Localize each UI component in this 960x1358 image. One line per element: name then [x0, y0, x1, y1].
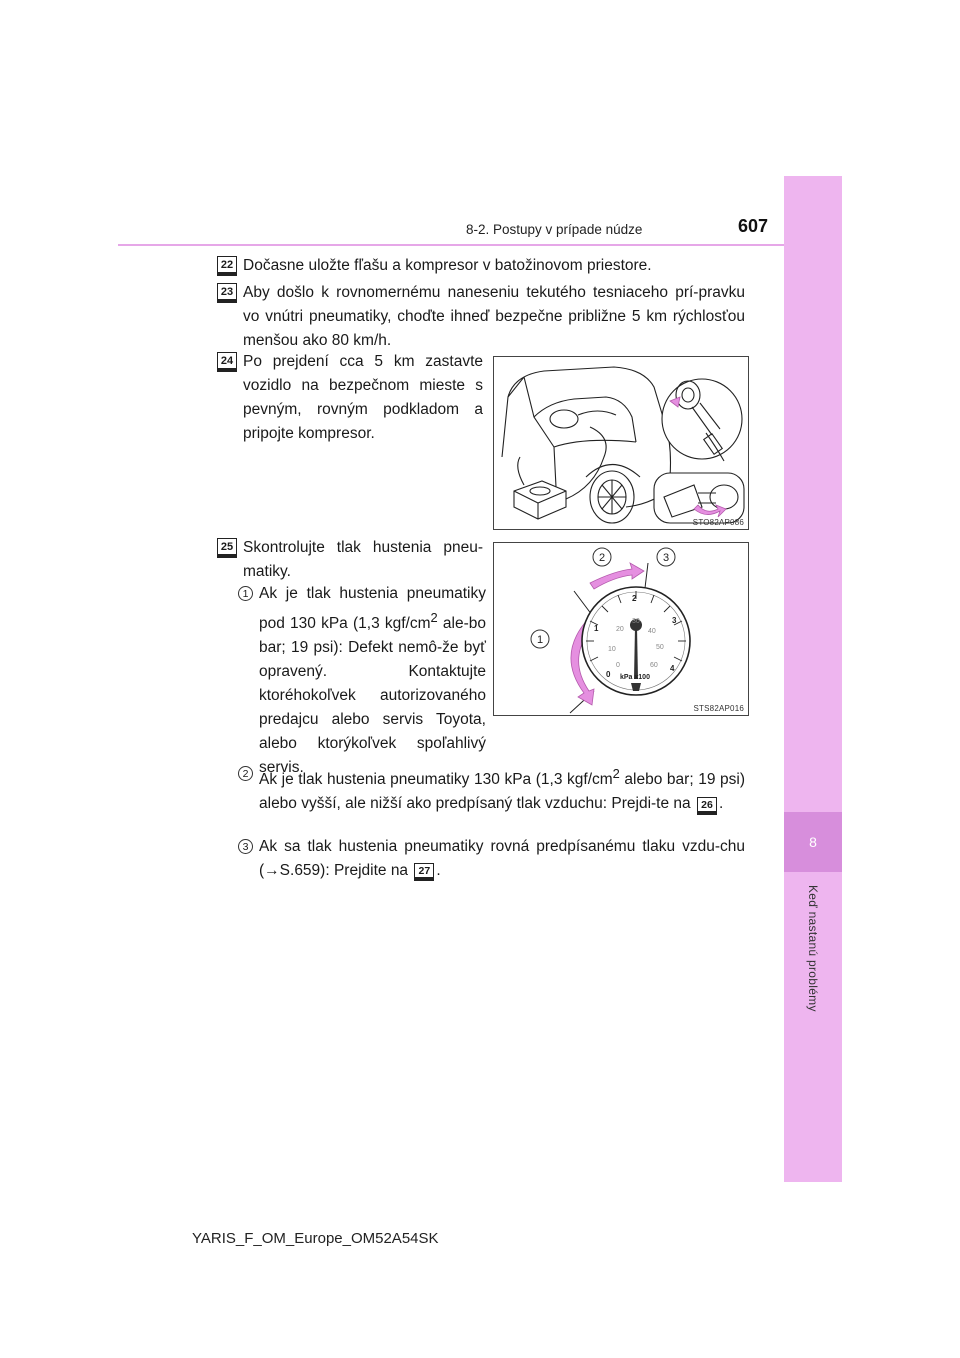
gauge-inner-label-40: 40 — [648, 628, 656, 635]
chapter-number-tab[interactable] — [784, 812, 842, 872]
gauge-outer-label-4: 4 — [670, 664, 675, 673]
substep-text-3: Ak sa tlak hustenia pneumatiky rovná predpísanému tlaku vzdu-chu (→S.659): Prejdite na 27 . — [259, 838, 745, 879]
gauge-inner-label-30: 30 — [632, 618, 640, 625]
substep-text-1: Ak je tlak hustenia pneumatiky pod 130 kPa (1,3 kgf/$cm^2$ ale-bo bar; 19 psi): Defekt nemô-že byť opravený. Kontaktujte ktoréhokoľvek autorizovaného predajcu alebo servis Toyota, alebo ktorýkoľvek spoľahlivý servis. — [259, 585, 486, 777]
step-number-23: 23 — [217, 283, 237, 300]
gauge-illustration — [494, 543, 748, 715]
substep-number-2: 2 — [238, 766, 253, 781]
header-rule — [118, 244, 784, 246]
substep-number-3: 3 — [238, 839, 253, 854]
gauge-inner-label-0: 0 — [616, 662, 620, 669]
gauge-outer-label-2: 2 — [632, 594, 637, 603]
substep-text-2: Ak je tlak hustenia pneumatiky 130 kPa (1,3 kgf/$cm^2$ alebo bar; 19 psi) alebo vyšší, ale nižší ako predpísaný tlak vzduchu: Prejdi-te na 26 . — [259, 766, 746, 813]
gauge-outer-label-1: 1 — [594, 624, 599, 633]
step-number-22: 22 — [217, 256, 237, 273]
step-number-24: 24 — [217, 352, 237, 369]
gauge-inner-label-10: 10 — [608, 646, 616, 653]
car-illustration — [494, 357, 748, 529]
step-text-23: Aby došlo k rovnomernému naneseniu tekutého tesniaceho prí-pravku vo vnútri pneumatiky, choďte ihneď bezpečne približne 5 km rýchlosťou menšou ako 80 km/h. — [243, 284, 745, 349]
gauge-inner-label-20: 20 — [616, 626, 624, 633]
chapter-number: 8 — [809, 834, 817, 850]
step-text-24: Po prejdení cca 5 km zastavte vozidlo na bezpečnom mieste s pevným, rovným podkladom a pripojte kompresor. — [243, 353, 483, 442]
goto-step-26[interactable]: 26 — [697, 797, 717, 812]
section-title: 8-2. Postupy v prípade núdze — [466, 222, 643, 237]
gauge-inner-label-50: 50 — [656, 644, 664, 651]
gauge-callout-3: 3 — [662, 552, 670, 564]
page-number: 607 — [738, 216, 769, 236]
figure-code-gauge: STS82AP016 — [693, 704, 744, 713]
chapter-title-tab — [784, 885, 842, 1085]
gauge-outer-label-0: 0 — [606, 670, 611, 679]
gauge-callout-2: 2 — [598, 552, 606, 564]
gauge-callout-1: 1 — [536, 634, 544, 646]
substep-number-1: 1 — [238, 586, 253, 601]
step-text-25: Skontrolujte tlak hustenia pneu-matiky. — [243, 539, 483, 580]
arrow-icon: → — [264, 862, 280, 879]
figure-pressure-gauge — [493, 542, 749, 716]
figure-code-car: STO82AP086 — [692, 518, 744, 527]
figure-car-compressor — [493, 356, 749, 530]
gauge-outer-label-3: 3 — [672, 616, 677, 625]
chapter-title: Keď nastanú problémy — [806, 885, 820, 1012]
step-number-25: 25 — [217, 538, 237, 555]
document-code: YARIS_F_OM_Europe_OM52A54SK — [192, 1230, 439, 1247]
gauge-unit: kPa x100 — [620, 674, 650, 681]
gauge-inner-label-60: 60 — [650, 662, 658, 669]
step-text-22: Dočasne uložte fľašu a kompresor v batožinovom priestore. — [243, 257, 652, 274]
goto-step-27[interactable]: 27 — [414, 863, 434, 878]
